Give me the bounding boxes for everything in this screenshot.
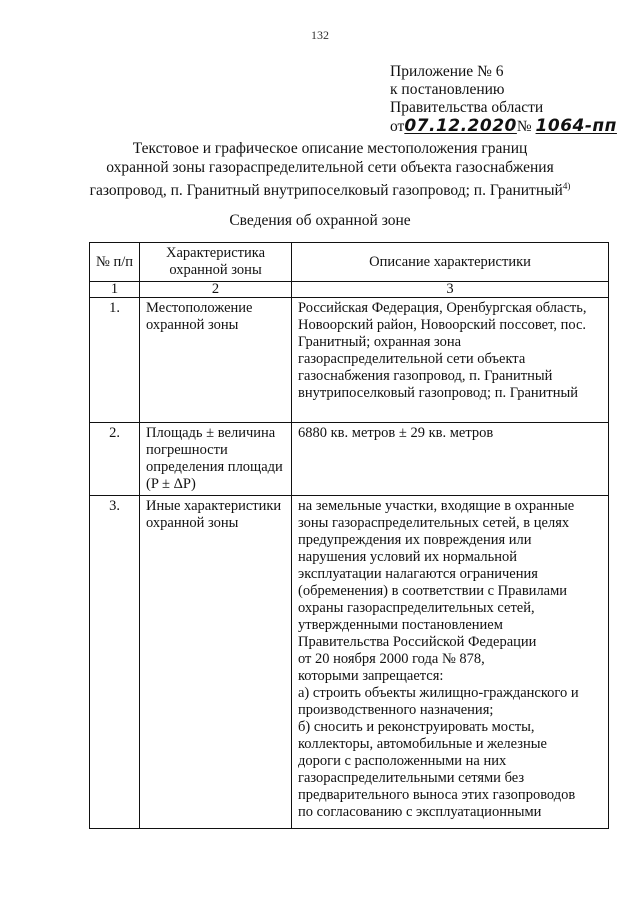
row-characteristic: Иные характеристики охранной зоны [140, 496, 292, 829]
row-characteristic: Площадь ± величина погрешности определения площади (P ± ΔP) [140, 423, 292, 496]
row-description [292, 496, 609, 829]
description-line: которыми запрещается: [298, 668, 444, 684]
description-line: нарушения условий их нормальной [298, 549, 518, 565]
handwritten-date: 07.12.2020 [404, 116, 517, 136]
table-row [90, 423, 609, 496]
section-title: Сведения об охранной зоне [229, 212, 411, 229]
document-title [60, 139, 600, 200]
description-line: коллекторы, автомобильные и железные [298, 736, 547, 752]
description-line: зоны газораспределительных сетей, в целях [298, 515, 570, 531]
header-characteristic: Характеристика охранной зоны [140, 243, 292, 282]
row-number: 3. [90, 496, 140, 829]
description-line: дороги с расположенными на них [298, 753, 507, 769]
description-line: производственного назначения; [298, 702, 494, 718]
description-line: от 20 ноября 2000 года № 878, [298, 651, 485, 667]
table-row [90, 496, 609, 829]
handwritten-number: 1064-пп [535, 116, 617, 136]
appendix-block [390, 63, 630, 136]
description-line: на земельные участки, входящие в охранные [298, 498, 575, 514]
title-line-1: Текстовое и графическое описание местоположения границ [132, 140, 528, 157]
number-prefix: № [516, 118, 532, 135]
column-number: 3 [292, 282, 609, 298]
row-characteristic: Местоположение охранной зоны [140, 298, 292, 423]
appendix-line-3: Правительства области [390, 99, 544, 116]
description-line: утвержденными постановлением [298, 617, 503, 633]
description-line: (обременения) в соответствии с Правилами [298, 583, 568, 599]
title-footnote-mark: 4) [562, 181, 571, 191]
appendix-date-line [390, 117, 630, 136]
column-number-row [90, 282, 609, 298]
page-number: 132 [311, 28, 329, 42]
title-line-3-wrap [60, 177, 600, 200]
description-line: б) сносить и реконструировать мосты, [298, 719, 535, 735]
protection-zone-table [89, 242, 609, 829]
description-line: Правительства Российской Федерации [298, 634, 537, 650]
appendix-line-2: к постановлению [390, 81, 505, 98]
column-number: 2 [140, 282, 292, 298]
description-line: предварительного выноса этих газопроводов [298, 787, 576, 803]
description-line: а) строить объекты жилищно-гражданского и [298, 685, 579, 701]
header-description: Описание характеристики [292, 243, 609, 282]
description-line: предупреждения их повреждения или [298, 532, 532, 548]
description-line: по согласованию с эксплуатационными [298, 804, 542, 820]
row-number: 1. [90, 298, 140, 423]
description-line: газораспределительными сетями без [298, 770, 525, 786]
description-line: эксплуатации налагаются ограничения [298, 566, 538, 582]
table-header-row [90, 243, 609, 282]
row-description: 6880 кв. метров ± 29 кв. метров [292, 423, 609, 496]
date-prefix: от [390, 118, 405, 135]
title-line-2: охранной зоны газораспределительной сети объекта газоснабжения [106, 159, 554, 176]
appendix-line-1: Приложение № 6 [390, 63, 504, 80]
header-number: № п/п [90, 243, 140, 282]
row-number: 2. [90, 423, 140, 496]
description-line: охраны газораспределительных сетей, [298, 600, 535, 616]
table-row [90, 298, 609, 423]
column-number: 1 [90, 282, 140, 298]
title-line-3: газопровод, п. Гранитный внутрипоселковый газопровод; п. Гранитный [89, 182, 563, 200]
row-description: Российская Федерация, Оренбургская область, Новоорский район, Новоорский поссовет, пос. Гранитный; охранная зона газораспределительной сети объекта газоснабжения газопровод, п. Гранитный внутрипоселковый газопровод; п. Гранитный [292, 298, 609, 423]
